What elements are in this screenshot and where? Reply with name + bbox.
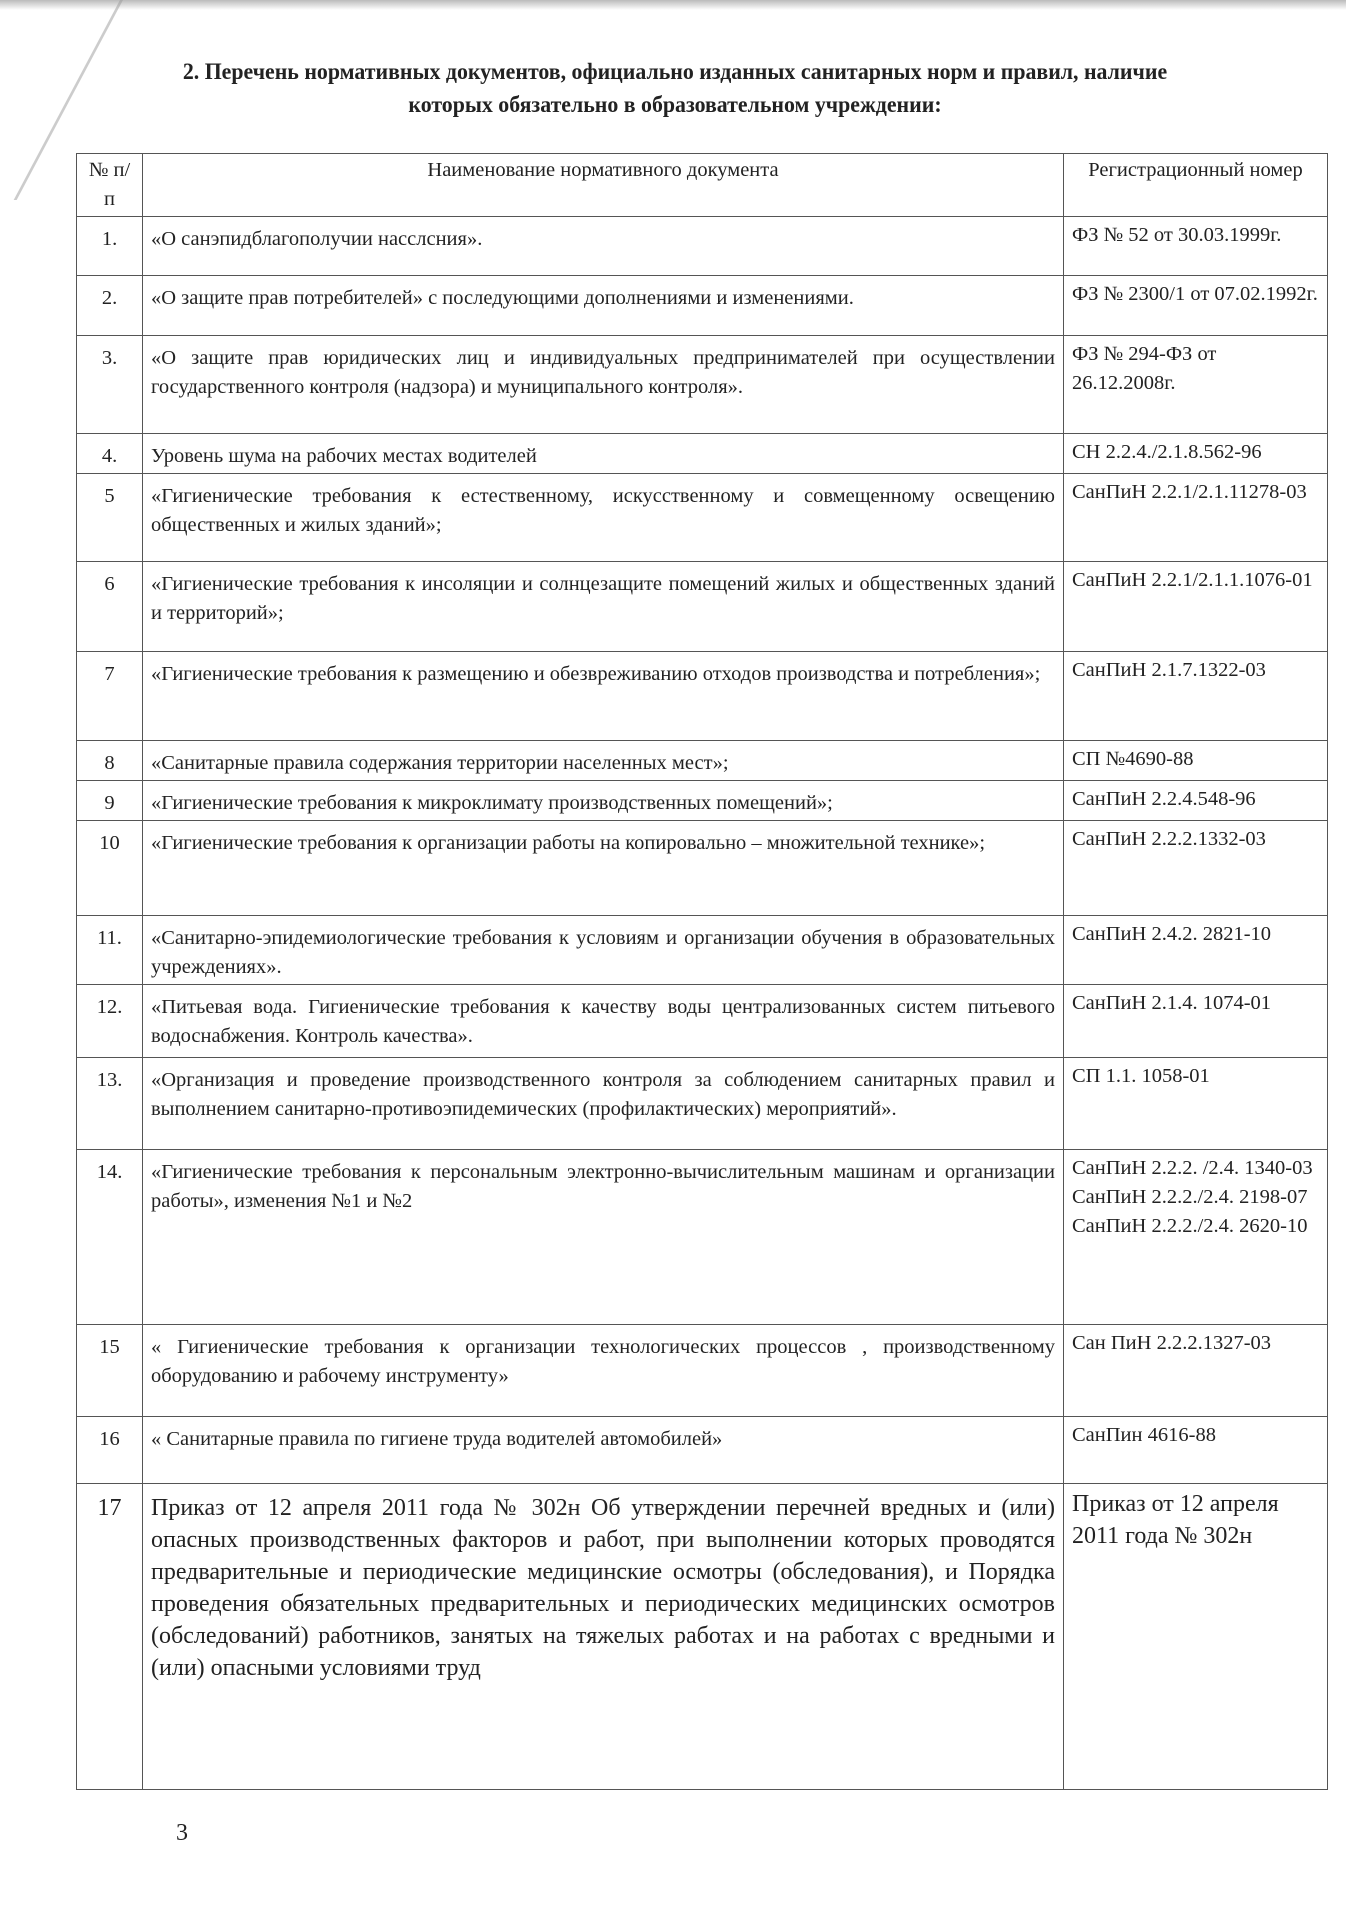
document-name: «О защите прав потребителей» с последующими дополнениями и изменениями. [143, 276, 1064, 336]
document-name: Приказ от 12 апреля 2011 года № 302н Об утверждении перечней вредных и (или) опасных производственных факторов и работ, при выполнении которых проводятся предварительные и периодические медицинские осмотры (обследования), и Порядка проведения обязательных предварительных и периодических медицинских осмотров (обследований) работников, занятых на тяжелых работах и на работах с вредными и (или) опасными условиями труд [143, 1484, 1064, 1790]
table-row [77, 1058, 1328, 1150]
table-row [77, 781, 1328, 821]
document-name: «Гигиенические требования к естественному, искусственному и совмещенному освещению общественных и жилых зданий»; [143, 474, 1064, 562]
registration-number: СП №4690-88 [1064, 741, 1328, 781]
header-number: № п/п [77, 154, 143, 217]
registration-number: СанПиН 2.2.1/2.1.11278-03 [1064, 474, 1328, 562]
row-number: 2. [77, 276, 143, 336]
table-row [77, 276, 1328, 336]
document-name: «Гигиенические требования к персональным электронно-вычислительным машинам и организации работы», изменения №1 и №2 [143, 1150, 1064, 1325]
header-name: Наименование нормативного документа [143, 154, 1064, 217]
row-number: 1. [77, 217, 143, 276]
row-number: 5 [77, 474, 143, 562]
table-header-row [77, 154, 1328, 217]
document-name: «Гигиенические требования к микроклимату производственных помещений»; [143, 781, 1064, 821]
row-number: 4. [77, 434, 143, 474]
document-name: « Санитарные правила по гигиене труда водителей автомобилей» [143, 1417, 1064, 1484]
registration-number: ФЗ № 2300/1 от 07.02.1992г. [1064, 276, 1328, 336]
registration-number: СанПиН 2.2.2. /2.4. 1340-03 СанПиН 2.2.2./2.4. 2198-07 СанПиН 2.2.2./2.4. 2620-10 [1064, 1150, 1328, 1325]
table-row [77, 1417, 1328, 1484]
document-name: «Гигиенические требования к инсоляции и солнцезащите помещений жилых и общественных зданий и территорий»; [143, 562, 1064, 652]
table-row [77, 652, 1328, 741]
document-name: « Гигиенические требования к организации технологических процессов , производственному оборудованию и рабочему инструменту» [143, 1325, 1064, 1417]
row-number: 15 [77, 1325, 143, 1417]
row-number: 16 [77, 1417, 143, 1484]
row-number: 12. [77, 985, 143, 1058]
page-number: 3 [176, 1820, 188, 1846]
table-row [77, 1325, 1328, 1417]
documents-table [76, 153, 1328, 1790]
registration-number: СанПиН 2.1.4. 1074-01 [1064, 985, 1328, 1058]
registration-number: СанПиН 2.2.4.548-96 [1064, 781, 1328, 821]
table-row [77, 217, 1328, 276]
document-name: «О санэпидблагополучии насслсния». [143, 217, 1064, 276]
registration-number: СанПиН 2.1.7.1322-03 [1064, 652, 1328, 741]
document-name: «Организация и проведение производственного контроля за соблюдением санитарных правил и выполнением санитарно-противоэпидемических (профилактических) мероприятий». [143, 1058, 1064, 1150]
scan-edge [0, 0, 1346, 10]
document-name: «Питьевая вода. Гигиенические требования к качеству воды централизованных систем питьевого водоснабжения. Контроль качества». [143, 985, 1064, 1058]
document-name: «О защите прав юридических лиц и индивидуальных предпринимателей при осуществлении государственного контроля (надзора) и муниципального контроля». [143, 336, 1064, 434]
table-row [77, 434, 1328, 474]
document-name: Уровень шума на рабочих местах водителей [143, 434, 1064, 474]
document-name: «Санитарно-эпидемиологические требования к условиям и организации обучения в образовательных учреждениях». [143, 916, 1064, 985]
document-name: «Гигиенические требования к организации работы на копировально – множительной технике»; [143, 821, 1064, 916]
table-row [77, 474, 1328, 562]
registration-number: ФЗ № 294-ФЗ от 26.12.2008г. [1064, 336, 1328, 434]
registration-number: СанПиН 2.4.2. 2821-10 [1064, 916, 1328, 985]
row-number: 10 [77, 821, 143, 916]
document-name: «Гигиенические требования к размещению и обезвреживанию отходов производства и потребления»; [143, 652, 1064, 741]
document-name: «Санитарные правила содержания территории населенных мест»; [143, 741, 1064, 781]
table-row [77, 821, 1328, 916]
table-row [77, 741, 1328, 781]
registration-number: СанПиН 2.2.1/2.1.1.1076-01 [1064, 562, 1328, 652]
registration-number: СанПин 4616-88 [1064, 1417, 1328, 1484]
registration-number: СП 1.1. 1058-01 [1064, 1058, 1328, 1150]
row-number: 17 [77, 1484, 143, 1790]
row-number: 13. [77, 1058, 143, 1150]
table-row [77, 336, 1328, 434]
row-number: 14. [77, 1150, 143, 1325]
table-row [77, 985, 1328, 1058]
row-number: 8 [77, 741, 143, 781]
registration-number: СанПиН 2.2.2.1332-03 [1064, 821, 1328, 916]
table-row [77, 916, 1328, 985]
row-number: 6 [77, 562, 143, 652]
table-row [77, 1150, 1328, 1325]
row-number: 9 [77, 781, 143, 821]
table-row [77, 1484, 1328, 1790]
registration-number: Приказ от 12 апреля 2011 года № 302н [1064, 1484, 1328, 1790]
page-title: 2. Перечень нормативных документов, официально изданных санитарных норм и правил, наличие которых обязательно в образовательном учреждении: [182, 59, 1168, 117]
row-number: 3. [77, 336, 143, 434]
header-reg-number: Регистрационный номер [1064, 154, 1328, 217]
registration-number: ФЗ № 52 от 30.03.1999г. [1064, 217, 1328, 276]
registration-number: СН 2.2.4./2.1.8.562-96 [1064, 434, 1328, 474]
row-number: 7 [77, 652, 143, 741]
row-number: 11. [77, 916, 143, 985]
table-row [77, 562, 1328, 652]
registration-number: Сан ПиН 2.2.2.1327-03 [1064, 1325, 1328, 1417]
